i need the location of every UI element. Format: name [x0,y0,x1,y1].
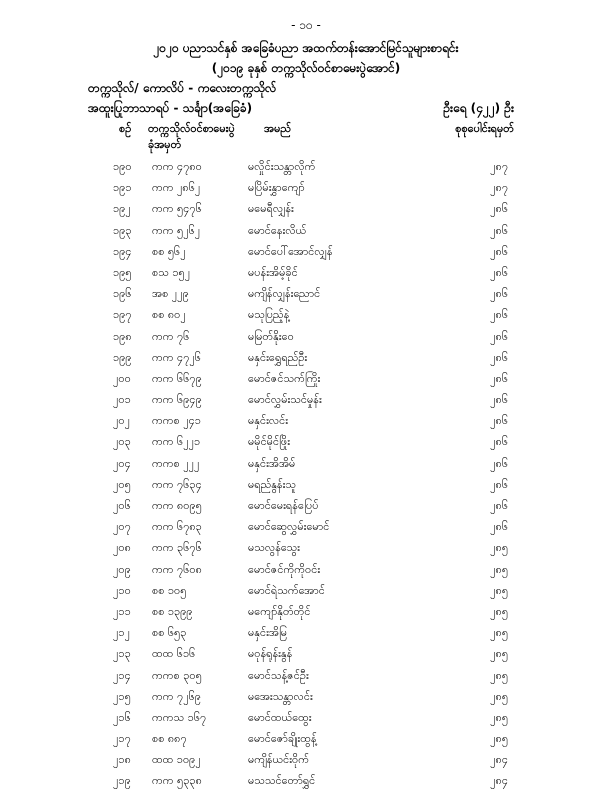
table-row [0,561,612,582]
document-subtitle: (၂၀၁၉ ခုနှစ် တက္ကသိုလ်ဝင်စာမေးပွဲအောင်) [211,61,401,75]
total-marks: ၂၈၇ [490,160,508,173]
student-name: မောင်ဇင်ကိုကိုဝင်း [248,562,321,576]
table-row [0,688,612,709]
roll-number: ကက ၇၆၀၈ [152,562,202,576]
table-row [0,391,612,412]
total-marks: ၂၈၅ [490,604,508,618]
table-row [0,433,612,454]
total-marks: ၂၈၆ [490,456,508,470]
row-number: ၂၁၃ [113,647,131,661]
table-row [0,200,612,221]
student-name: မနှင်းအိအိမ် [248,456,296,470]
table-row [0,349,612,370]
table-row [0,730,612,751]
roll-number: ကကစ ၃၀၅ [152,668,202,682]
row-number: ၂၁၉ [113,774,131,788]
student-name: မောင်ထယ်ထွေး [248,710,312,724]
roll-number: စစ ၁၀၅ [152,583,187,597]
student-name: မောင်ဇော်ချိုးထွန့် [248,732,317,746]
total-marks: ၂၈၆ [490,202,508,216]
row-number: ၁၉၉ [113,350,132,364]
row-number: ၂၁၇ [113,732,131,746]
row-number: ၂၀၈ [113,541,131,555]
roll-number: ကက ၃၆၇၆ [152,541,202,555]
column-header-name: အမည် [264,122,292,135]
student-name: မကျိန်လျှန်းညောင် [248,287,321,301]
table-row [0,772,612,793]
row-number: ၂၁၈ [113,753,131,767]
results-table [0,158,612,794]
table-row [0,328,612,349]
roll-number: စစ ၅၆၂ [152,244,186,258]
table-row [0,179,612,200]
row-number: ၂၁၂ [113,626,130,640]
row-number: ၁၉၂ [113,202,131,216]
roll-number: ကကစ ၂၂၂ [152,456,200,470]
column-header-no: စဉ် [119,122,132,135]
row-number: ၂၀၀ [113,371,131,385]
total-marks: ၂၈၅ [490,689,508,703]
student-name: မပန်းအိမ့်ခိုင် [248,265,298,279]
table-row [0,518,612,539]
page-number: - ၁၀ - [291,18,321,32]
row-number: ၂၀၇ [113,520,131,534]
total-marks: ၂၈၄ [490,774,508,788]
row-number: ၂၁၅ [113,689,131,703]
student-name: မောင်သန့်ဇင်ဦး [248,668,309,682]
table-row [0,645,612,666]
student-name: မရည်နွန်းသူ [248,477,297,491]
subject-label: အထူးပြုဘာသာရပ် - သင်္ချာ(အခြေခံ) [88,101,253,115]
student-name: မကျိန်ယင်းဝိုက် [248,753,309,767]
table-row [0,624,612,645]
student-name: မဝုန်ရုန်းနွန် [248,647,293,661]
row-number: ၂၁၆ [113,710,131,724]
student-name: မောင်ရဲသက်အောင် [248,583,325,597]
table-row [0,497,612,518]
table-row [0,158,612,179]
student-name: မမြတ်နိုးဝေ [248,329,294,343]
roll-number: ကက ၅၂၆၂ [152,223,201,237]
total-marks: ၂၈၆ [490,308,508,322]
row-number: ၁၉၇ [113,308,132,322]
row-number: ၂၁၁ [113,604,131,618]
student-name: မသုပြည့်နဲ့ [248,308,290,322]
roll-number: ကက ၈၀၉၅ [152,499,202,512]
total-marks: ၂၈၄ [490,753,508,767]
total-marks: ၂၈၆ [490,520,508,534]
roll-number: ကက ၆၆၇၉ [152,371,202,385]
student-name: မောင်နေးလိယ် [248,223,307,237]
table-row [0,455,612,476]
total-marks: ၂၈၆ [490,244,508,258]
student-name: မကျော်နိုတ်တိုင် [248,604,311,618]
row-number: ၂၀၂ [113,414,130,428]
row-number: ၂၁၀ [113,583,131,597]
table-row [0,243,612,264]
table-row [0,539,612,560]
row-number: ၂၀၅ [113,477,131,491]
total-marks: ၂၈၅ [490,732,508,746]
row-number: ၂၀၁ [113,393,131,407]
total-marks: ၂၈၆ [490,329,508,343]
roll-number: ကက ၇၆၃၄ [152,477,202,491]
student-name: မမိုင်မိုင်ဖြိုး [248,435,290,449]
table-row [0,709,612,730]
table-row [0,222,612,243]
row-number: ၂၀၆ [113,499,131,512]
roll-number: ကက ၂၈၆၂ [152,181,201,195]
roll-number: ကက ၅၃၃၈ [152,774,202,788]
roll-number: စစ ၈၀၂ [152,308,186,322]
row-number: ၁၉၁ [113,181,132,195]
total-marks: ၂၈၆ [490,414,508,428]
student-name: မပြိမ်းနွှာကျော် [248,181,305,195]
university-label: တက္ကသိုလ်/ ကောလိပ် - ကလေးတက္ကသိုလ် [88,81,277,95]
document-title: ၂၀၂၀ ပညာသင်နှစ် အခြေခံပညာ အထက်တန်းအောင်မြင်သူများစာရင်း [153,41,459,55]
total-marks: ၂၈၆ [490,223,508,237]
total-marks: ၂၈၆ [490,371,508,385]
row-number: ၁၉၅ [113,265,132,279]
total-marks: ၂၈၅ [490,668,508,682]
student-name: မနှင်းရွှေရည်ဦး [248,350,308,364]
student-name: မနှင်းအိမြ [248,626,288,640]
table-row [0,412,612,433]
table-row [0,751,612,772]
roll-number: စစ ၆၅၃ [152,626,187,640]
total-marks: ၂၈၅ [490,647,508,661]
roll-number: ထထ ၆၁၆ [152,647,196,661]
row-number: ၂၀၄ [113,456,131,470]
total-marks: ၂၈၆ [490,435,508,449]
student-name: မသလွန်သွေး [248,541,300,555]
column-header-roll: တက္ကသိုလ်ဝင်စာမေးပွဲ [148,122,235,135]
roll-number: စသ ၁၅၂ [152,265,191,279]
total-marks: ၂၈၆ [490,350,508,364]
row-number: ၂၀၃ [113,435,131,449]
roll-number: အစ ၂၂၉ [152,287,189,301]
roll-number: ကက ၇၆ [152,329,190,343]
roll-number: ကက ၇၂၆၉ [152,689,201,703]
total-marks: ၂၈၅ [490,583,508,597]
student-count: ဦးရေ (၄၂၂) ဦး [443,101,514,115]
row-number: ၂၀၉ [113,562,131,576]
student-name: မအေးသန္တာလင်း [248,689,313,703]
table-row [0,603,612,624]
table-row [0,582,612,603]
student-name: မောင်မေးရန်ပြေပ် [248,499,319,512]
student-name: မမေရီလျှန်း [248,202,294,216]
roll-number: ကက ၄၇၈၀ [152,160,202,173]
table-row [0,285,612,306]
total-marks: ၂၈၆ [490,265,508,279]
student-name: မောင်လွှမ်းသင်မှုန်း [248,393,322,407]
roll-number: စစ ၁၃၉၉ [152,604,193,618]
table-row [0,264,612,285]
roll-number: ကကစ ၂၄၁ [152,414,201,428]
total-marks: ၂၈၆ [490,393,508,407]
row-number: ၁၉၆ [113,287,132,301]
row-number: ၁၉၄ [113,244,132,258]
student-name: မောင်ပေါ်အောင်လျှန် [248,244,333,258]
total-marks: ၂၈၆ [490,477,508,491]
roll-number: ကက ၄၇၂၆ [152,350,201,364]
total-marks: ၂၈၆ [490,287,508,301]
roll-number: ကကသ ၁၆၇ [152,710,207,724]
roll-number: ထထ ၁၀၉၂ [152,753,201,767]
student-name: မလှိုင်းသန္တာလိုက် [248,160,316,173]
column-header-roll-line2: ခုံအမှတ် [148,138,182,151]
row-number: ၂၁၄ [113,668,131,682]
student-name: မနှင်းလင်း [248,414,289,428]
row-number: ၁၉၀ [113,160,132,173]
total-marks: ၂၈၅ [490,541,508,555]
roll-number: ကက ၆၇၈၃ [152,520,202,534]
student-name: မောင်ဆွေလွှမ်းမောင် [248,520,330,534]
roll-number: စစ ၈၈၇ [152,732,187,746]
student-name: မောင်ဇင်သက်ကြိုး [248,371,321,385]
student-name: မသသင်တော်ရွှင် [248,774,316,788]
column-header-marks: စုစုပေါင်းရမှတ် [455,122,514,135]
roll-number: ကက ၆၂၂၁ [152,435,201,449]
table-row [0,370,612,391]
table-row [0,667,612,688]
total-marks: ၂၈၅ [490,562,508,576]
total-marks: ၂၈၇ [490,181,508,195]
total-marks: ၂၈၅ [490,626,508,640]
total-marks: ၂၈၅ [490,710,508,724]
table-row [0,306,612,327]
row-number: ၁၉၃ [113,223,132,237]
row-number: ၁၉၈ [113,329,132,343]
roll-number: ကက ၆၉၄၉ [152,393,202,407]
roll-number: ကက ၅၄၇၆ [152,202,202,216]
total-marks: ၂၈၆ [490,499,508,512]
table-row [0,476,612,497]
